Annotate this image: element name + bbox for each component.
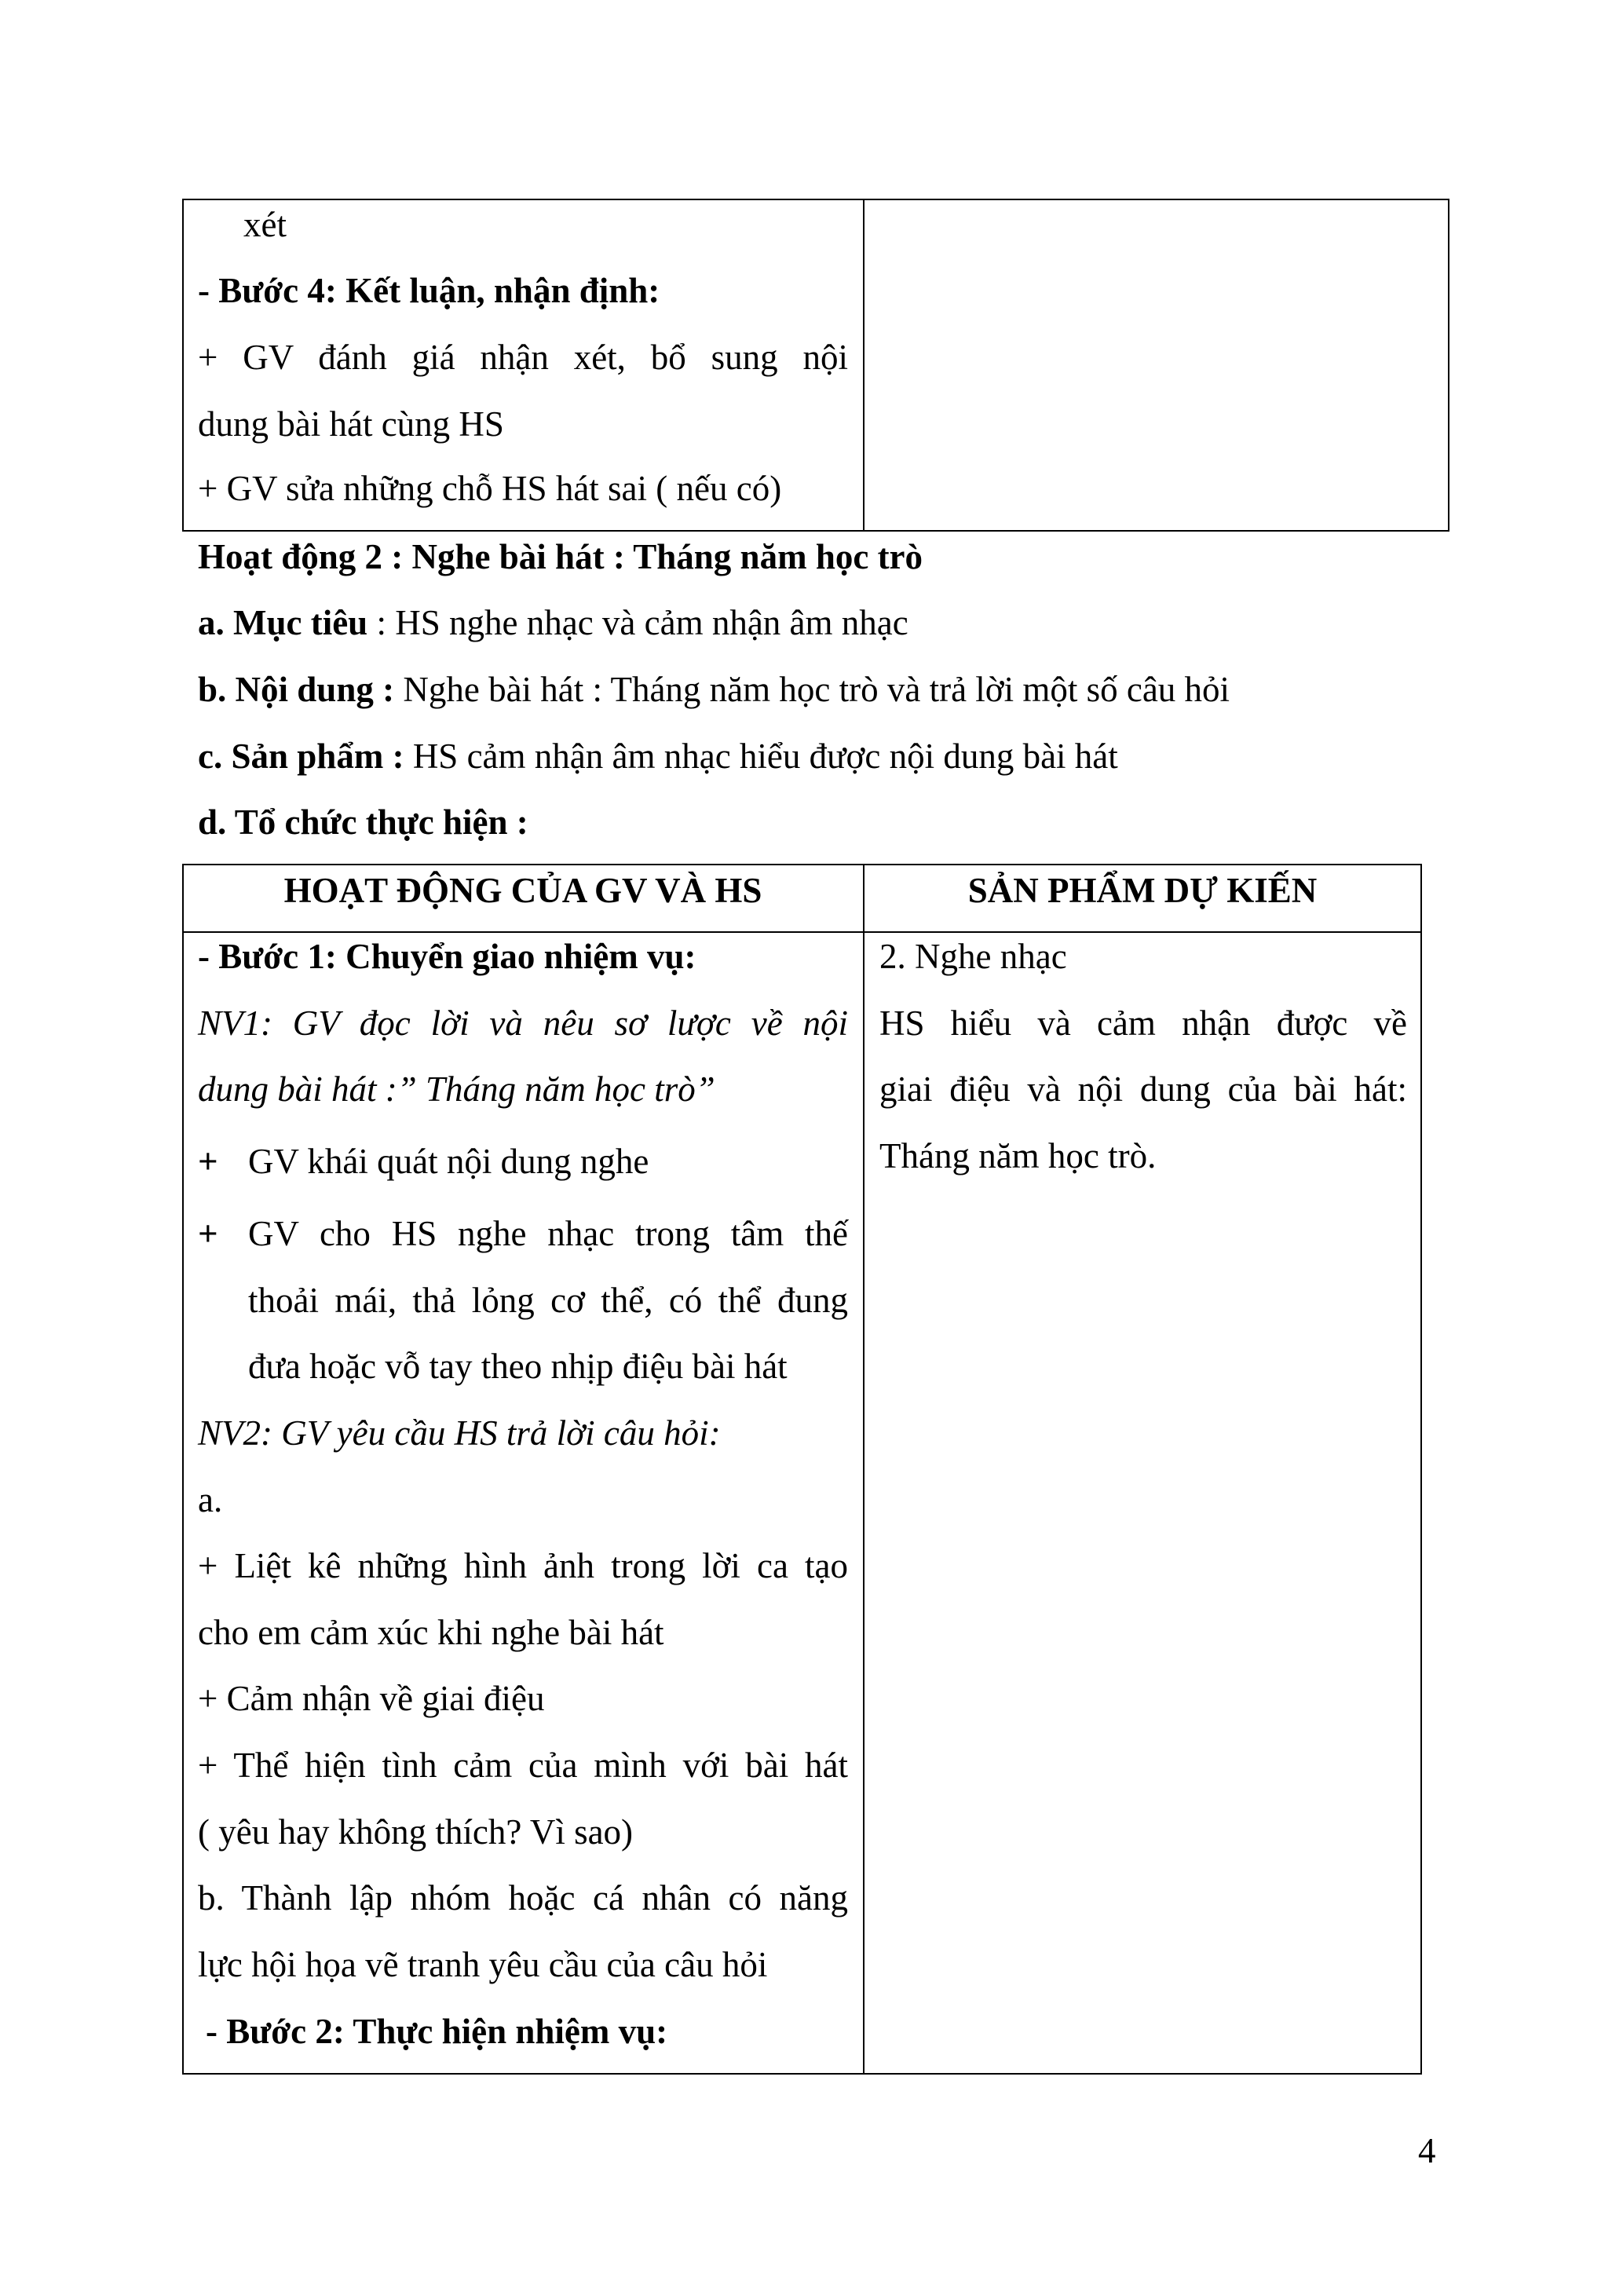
step2-heading: - Bước 2: Thực hiện nhiệm vụ: — [206, 2012, 668, 2051]
table-text: + Liệt kê những hình ảnh trong lời ca tạo — [198, 1546, 848, 1585]
bullet-text: GV khái quát nội dung nghe — [248, 1142, 649, 1181]
product-label: c. Sản phẩm : — [198, 737, 404, 776]
table-text: + Thể hiện tình cảm của mình với bài hát — [198, 1746, 848, 1785]
activity-title: Hoạt động 2 : Nghe bài hát : Tháng năm học trò — [198, 537, 923, 576]
table-text: + GV đánh giá nhận xét, bổ sung nội — [198, 338, 848, 377]
product-text: HS cảm nhận âm nhạc hiểu được nội dung bài hát — [404, 737, 1118, 776]
task2-text: NV2: GV yêu cầu HS trả lời câu hỏi: — [198, 1413, 721, 1453]
objective-label: a. Mục tiêu — [198, 603, 368, 642]
table-text: b. Thành lập nhóm hoặc cá nhân có năng — [198, 1878, 848, 1918]
task1-text: NV1: GV đọc lời và nêu sơ lược về nội — [198, 1004, 848, 1043]
header-activities: HOẠT ĐỘNG CỦA GV VÀ HS — [283, 871, 762, 910]
step1-heading: - Bước 1: Chuyển giao nhiệm vụ: — [198, 937, 696, 976]
header-products: SẢN PHẨM DỰ KIẾN — [967, 871, 1318, 910]
table-text: cho em cảm xúc khi nghe bài hát — [198, 1613, 664, 1652]
product-text: giai điệu và nội dung của bài hát: — [879, 1069, 1407, 1109]
product-text: HS hiểu và cảm nhận được về — [879, 1004, 1407, 1043]
organization-line — [198, 799, 528, 846]
table-text: xét — [243, 205, 287, 244]
objective-text: : HS nghe nhạc và cảm nhận âm nhạc — [367, 603, 908, 642]
table-text: + GV sửa những chỗ HS hát sai ( nếu có) — [198, 469, 782, 508]
objective-line — [198, 599, 908, 646]
table-text: a. — [198, 1480, 223, 1519]
bullet-text: GV cho HS nghe nhạc trong tâm thế — [248, 1214, 848, 1253]
bullet-text: thoải mái, thả lỏng cơ thể, có thể đung — [248, 1281, 848, 1320]
product-text: Tháng năm học trò. — [879, 1136, 1157, 1175]
product-text: 2. Nghe nhạc — [879, 937, 1067, 976]
bullet: + — [198, 1142, 218, 1181]
table-text: dung bài hát cùng HS — [198, 404, 504, 444]
table-divider — [863, 864, 865, 2075]
page-number: 4 — [1418, 2131, 1436, 2170]
bullet-text: đưa hoặc vỗ tay theo nhịp điệu bài hát — [248, 1347, 788, 1386]
step4-heading: - Bước 4: Kết luận, nhận định: — [198, 271, 660, 310]
task1-text: dung bài hát :” Tháng năm học trò” — [198, 1069, 715, 1109]
product-line — [198, 733, 1118, 780]
table-text: + Cảm nhận về giai điệu — [198, 1679, 545, 1718]
content-line — [198, 666, 1230, 713]
bullet: + — [198, 1214, 218, 1253]
table-divider — [863, 199, 865, 532]
content-text: Nghe bài hát : Tháng năm học trò và trả lời một số câu hỏi — [394, 670, 1230, 709]
table-text: ( yêu hay không thích? Vì sao) — [198, 1812, 634, 1852]
organization-label: d. Tổ chức thực hiện : — [198, 803, 528, 842]
content-label: b. Nội dung : — [198, 670, 395, 709]
table-text: lực hội họa vẽ tranh yêu cầu của câu hỏi — [198, 1945, 768, 1984]
